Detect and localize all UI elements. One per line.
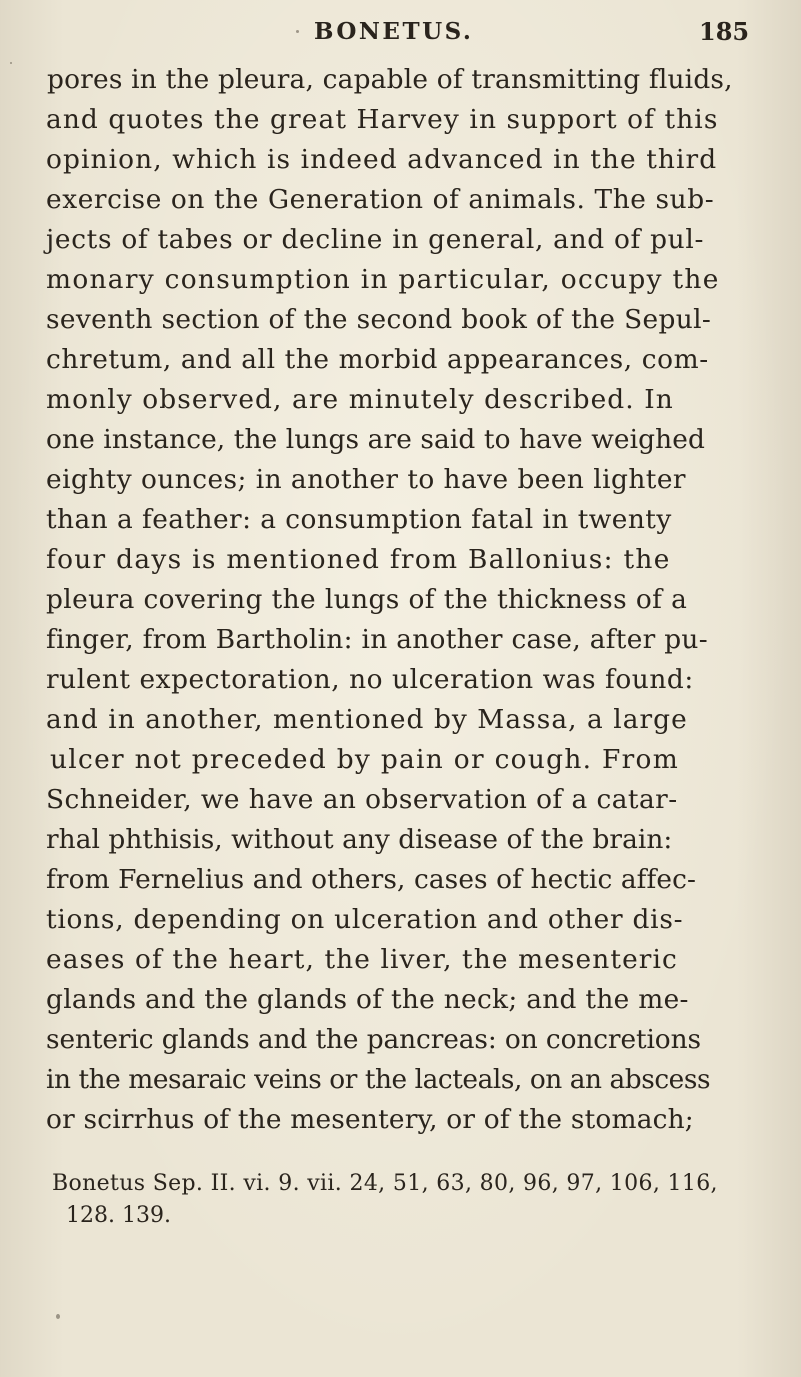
text-line: Schneider, we have an observation of a catar- [46,784,678,815]
text-line: jects of tabes or decline in general, and of pul- [46,224,705,255]
text-line: opinion, which is indeed advanced in the third [46,144,718,175]
footnote-line: 128. 139. [66,1203,171,1228]
text-line: and in another, mentioned by Massa, a large [46,704,688,735]
text-line: eases of the heart, the liver, the mesenteric [46,944,678,975]
text-line: rulent expectoration, no ulceration was found: [46,664,694,695]
page-number: 185 [699,17,750,46]
text-line: finger, from Bartholin: in another case, after pu- [46,624,708,655]
text-line: from Fernelius and others, cases of hectic affec- [46,864,697,895]
text-line: tions, depending on ulceration and other dis- [46,904,684,935]
text-line: and quotes the great Harvey in support of this [46,104,719,135]
text-line: pores in the pleura, capable of transmitting fluids, [47,64,733,95]
paper-speck [296,30,299,33]
running-title: BONETUS. [314,18,474,45]
text-line: senteric glands and the pancreas: on concretions [46,1024,701,1055]
text-line: eighty ounces; in another to have been lighter [46,464,686,495]
footnote-line: Bonetus Sep. II. vi. 9. vii. 24, 51, 63, 80, 96, 97, 106, 116, [52,1171,718,1196]
paper-speck [10,62,12,64]
text-line: chretum, and all the morbid appearances, com- [46,344,709,375]
running-head [0,14,801,50]
text-line: rhal phthisis, without any disease of the brain: [46,824,673,855]
text-line: glands and the glands of the neck; and the me- [46,984,689,1015]
text-line: exercise on the Generation of animals. The sub- [46,184,715,215]
text-line: than a feather: a consumption fatal in twenty [46,504,672,535]
text-line: or scirrhus of the mesentery, or of the stomach; [46,1104,694,1135]
text-line: seventh section of the second book of the Sepul- [46,304,712,335]
paper-speck [56,1314,60,1319]
text-line: ulcer not preceded by pain or cough. From [50,744,680,775]
text-line: monary consumption in particular, occupy the [46,264,720,295]
text-line: pleura covering the lungs of the thickness of a [46,584,688,615]
text-line: one instance, the lungs are said to have weighed [46,424,705,455]
text-line: in the mesaraic veins or the lacteals, on an abscess [46,1064,711,1095]
text-line: monly observed, are minutely described. In [46,384,674,415]
text-line: four days is mentioned from Ballonius: the [46,544,671,575]
